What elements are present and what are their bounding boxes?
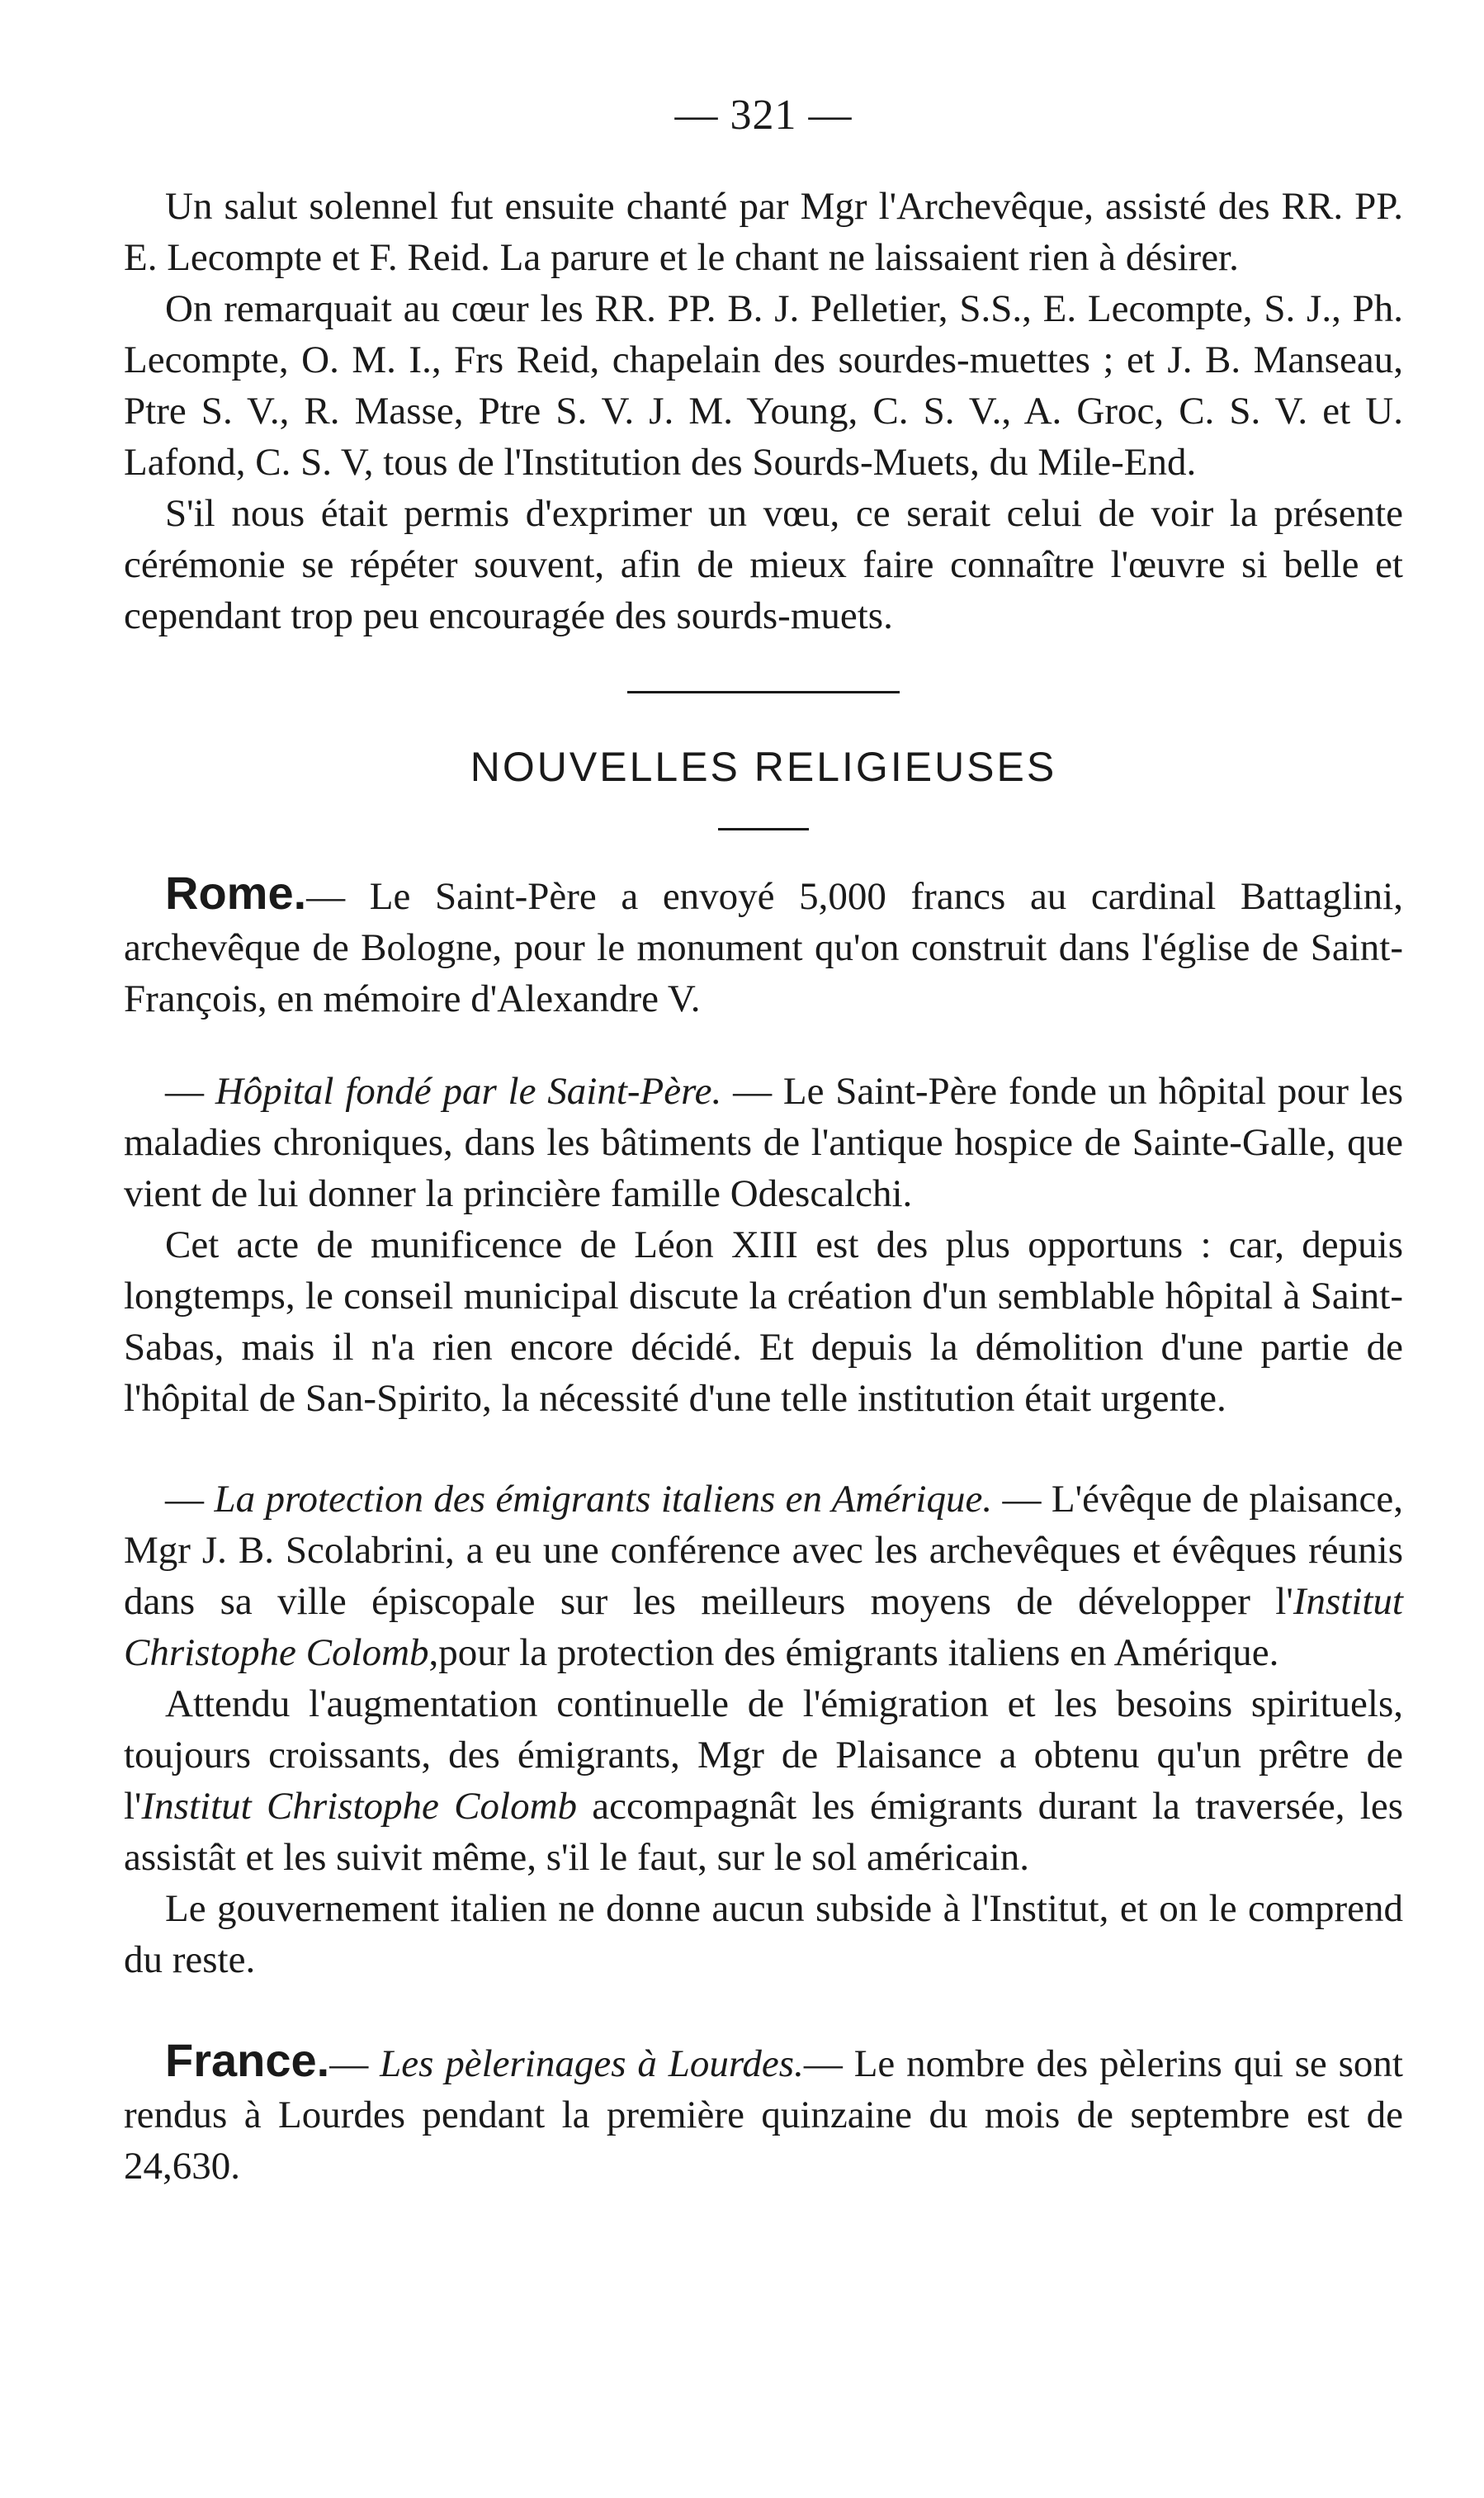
protection-title: La protection des émigrants italiens en Amérique. (214, 1478, 993, 1521)
protection-institut-1: Institut Christophe Colomb (124, 1580, 1403, 1674)
france-text: — Le nombre des pèlerins qui se sont rendus à Lourdes pendant la première quinzaine du mois de septembre est de 24,630. (124, 2042, 1403, 2188)
section-divider (627, 691, 900, 693)
protection-text-1b: ,pour la protection des émigrants italiens en Amérique. (428, 1631, 1279, 1674)
protection-paragraph-2 (124, 1678, 1403, 1883)
intro-paragraph-2: On remarquait au cœur les RR. PP. B. J. Pelletier, S.S., E. Lecompte, S. J., Ph. Lecompte, O. M. I., Frs Reid, chapelain des sourdes-muettes ; et J. B. Manseau, Ptre S. V., R. Masse, Ptre S. V. J. M. Young, C. S. V., A. Groc, C. S. V. et U. Lafond, C. S. V, tous de l'Institution des Sourds-Muets, du Mile-End. (124, 287, 1403, 484)
title-underline (718, 828, 809, 830)
protection-text-2a: Attendu l'augmentation continuelle de l'émigration et les besoins spirituels, toujours croissants, des émigrants, Mgr de Plaisance a obtenu qu'un prêtre de l' (124, 1682, 1403, 1828)
section-title: NOUVELLES RELIGIEUSES (470, 744, 1057, 790)
hopital-paragraph-1 (124, 1066, 1403, 1219)
protection-paragraph-1 (124, 1474, 1403, 1678)
rome-text: — Le Saint-Père a envoyé 5,000 francs au cardinal Battaglini, archevêque de Bologne, pour le monument qu'on construit dans l'église de Saint-François, en mémoire d'Alexandre V. (124, 875, 1403, 1020)
intro-paragraph-1: Un salut solennel fut ensuite chanté par Mgr l'Archevêque, assisté des RR. PP. E. Lecompte et F. Reid. La parure et le chant ne laissaient rien à désirer. (124, 185, 1403, 279)
protection-institut-2: Institut Christophe Colomb (141, 1785, 578, 1828)
hopital-text-1: — Le Saint-Père fonde un hôpital pour les maladies chroniques, dans les bâtiments de l'antique hospice de Sainte-Galle, que vient de lui donner la princière famille Odescalchi. (124, 1070, 1403, 1215)
hopital-paragraph-2: Cet acte de munificence de Léon XIII est des plus opportuns : car, depuis longtemps, le conseil municipal discute la création d'un semblable hôpital à Saint-Sabas, mais il n'a rien encore décidé. Et depuis la démolition d'une partie de l'hôpital de San-Spirito, la nécessité d'une telle institution était urgente. (124, 1223, 1403, 1420)
protection-dash: — (165, 1478, 215, 1521)
france-paragraph (124, 2035, 1403, 2192)
protection-paragraph-3: Le gouvernement italien ne donne aucun subside à l'Institut, et on le comprend du reste. (124, 1887, 1403, 1981)
rome-lead-word: Rome. (165, 867, 307, 919)
france-title: Les pèlerinages à Lourdes. (380, 2042, 804, 2085)
page-number: — 321 — (674, 92, 853, 139)
france-dash: — (329, 2042, 380, 2085)
protection-text-2b: accompagnât les émigrants durant la traversée, les assistât et les suivit même, s'il le faut, sur le sol américain. (124, 1785, 1403, 1879)
rome-paragraph (124, 868, 1403, 1024)
hopital-title: Hôpital fondé par le Saint-Père. (215, 1070, 722, 1113)
intro-paragraph-3: S'il nous était permis d'exprimer un vœu, ce serait celui de voir la présente cérémonie se répéter souvent, afin de mieux faire connaître l'œuvre si belle et cependant trop peu encouragée des sourds-muets. (124, 492, 1403, 637)
hopital-dash: — (165, 1070, 215, 1113)
protection-text-1a: — L'évêque de plaisance, Mgr J. B. Scolabrini, a eu une conférence avec les archevêques et évêques réunis dans sa ville épiscopale sur les meilleurs moyens de développer l' (124, 1478, 1403, 1623)
page (124, 91, 1403, 2192)
france-lead-word: France. (165, 2034, 330, 2086)
